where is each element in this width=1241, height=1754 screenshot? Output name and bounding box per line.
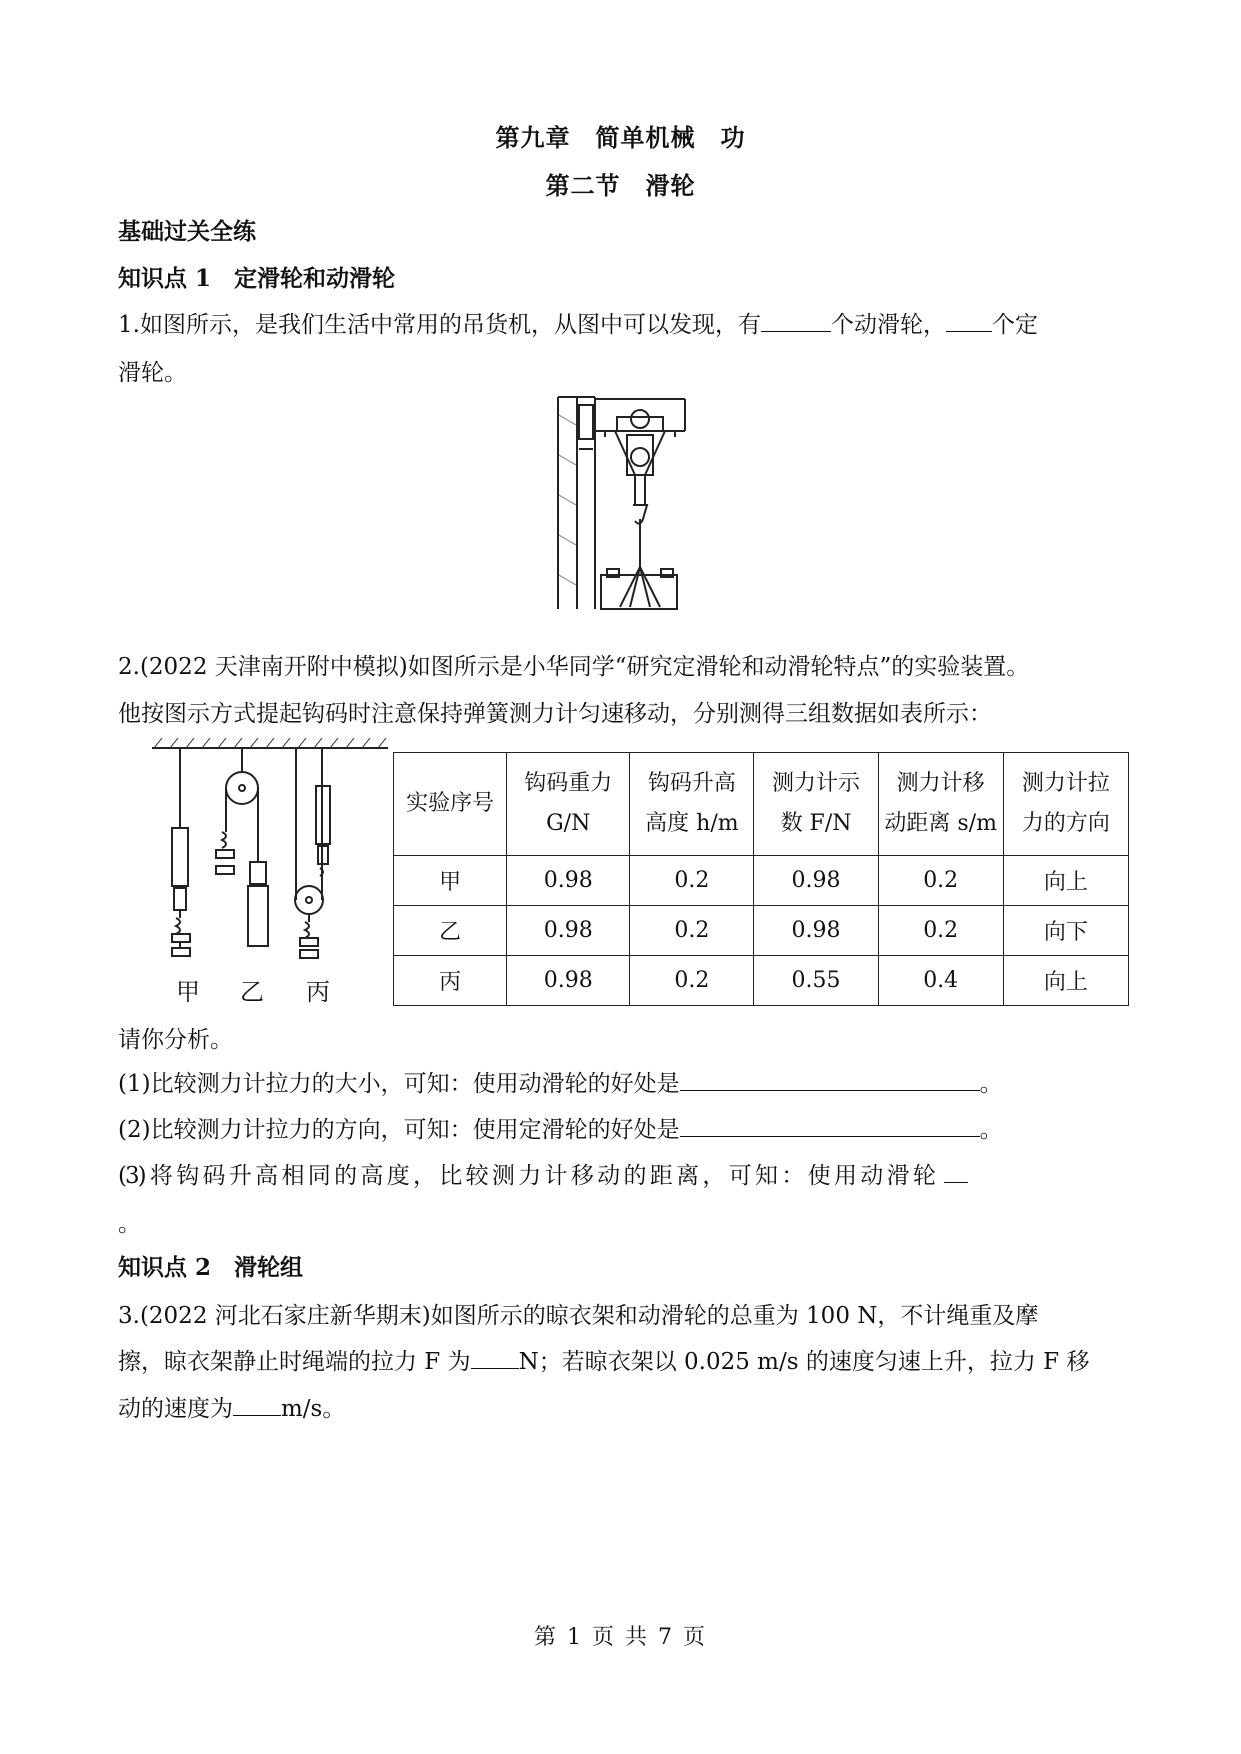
q1-text-b: 个动滑轮， — [830, 312, 946, 338]
header-text: 测力计拉 — [1021, 771, 1110, 796]
table-cell: 向下 — [1003, 906, 1128, 956]
q1-text-a: 1.如图所示，是我们生活中常用的吊货机，从图中可以发现，有 — [118, 312, 761, 338]
table-cell: 丙 — [394, 956, 507, 1006]
table-header-cell — [394, 753, 507, 856]
figure-label-yi: 乙 — [240, 978, 264, 1006]
table-header-cell — [630, 753, 754, 856]
q3-text-a: 擦，晾衣架静止时绳端的拉力 F 为 — [118, 1349, 471, 1375]
table-cell: 0.98 — [507, 906, 630, 956]
header-text: 钩码升高 — [647, 771, 736, 796]
table-header-cell — [754, 753, 878, 856]
section-title: 第二节 滑轮 — [545, 171, 696, 200]
table-header-cell — [507, 753, 630, 856]
experiment-data-table — [393, 752, 1129, 1006]
q1-text-c: 个定 — [991, 312, 1038, 338]
crane-hoist-figure — [555, 395, 687, 611]
sub2-answer-blank[interactable] — [680, 1114, 980, 1137]
question-2-sub-3-end: 。 — [118, 1211, 141, 1237]
table-cell: 0.98 — [507, 956, 630, 1006]
table-header-cell — [1003, 753, 1128, 856]
sub2-text: (2)比较测力计拉力的方向，可知：使用定滑轮的好处是 — [118, 1117, 680, 1143]
q3-text-c: 动的速度为 — [118, 1396, 233, 1422]
figure-label-bing: 丙 — [306, 978, 330, 1006]
table-row — [394, 956, 1129, 1006]
q3-text-d: m/s。 — [281, 1396, 346, 1422]
table-cell: 向上 — [1003, 856, 1128, 906]
figure-label-jia: 甲 — [176, 978, 200, 1006]
table-cell: 甲 — [394, 856, 507, 906]
table-cell: 向上 — [1003, 956, 1128, 1006]
table-cell: 乙 — [394, 906, 507, 956]
header-text: 实验序号 — [406, 791, 495, 816]
table-cell: 0.2 — [630, 956, 754, 1006]
sub1-text: (1)比较测力计拉力的大小，可知：使用动滑轮的好处是 — [118, 1071, 680, 1097]
sub1-end: 。 — [979, 1071, 1003, 1097]
knowledge-point-2-title: 知识点 2 滑轮组 — [118, 1254, 304, 1281]
table-cell: 0.55 — [754, 956, 878, 1006]
table-row — [394, 906, 1129, 956]
header-text: 钩码重力 — [524, 771, 613, 796]
table-cell: 0.2 — [630, 906, 754, 956]
sub3-answer-blank[interactable] — [944, 1160, 968, 1183]
header-text: 测力计移 — [896, 771, 985, 796]
header-text: 高度 h/m — [645, 811, 739, 836]
table-header-row — [394, 753, 1129, 856]
question-2-line-1: 2.(2022 天津南开附中模拟)如图所示是小华同学“研究定滑轮和动滑轮特点”的实验装置。 — [118, 654, 1030, 680]
sub3-text: (3) 将 钩 码 升 高 相 同 的 高 度 ， 比 较 测 力 计 移 动 的 距 离 ， 可 知 ： 使 用 动 滑 轮 — [118, 1163, 934, 1189]
table-cell: 0.4 — [878, 956, 1003, 1006]
question-3-line-3 — [118, 1393, 345, 1425]
header-text: 动距离 s/m — [884, 811, 997, 836]
table-cell: 0.98 — [507, 856, 630, 906]
header-text: 数 F/N — [780, 811, 852, 836]
q3-text-b: N；若晾衣架以 0.025 m/s 的速度匀速上升，拉力 F 移 — [518, 1349, 1090, 1375]
q1-blank-movable[interactable] — [761, 309, 831, 332]
sub2-end: 。 — [979, 1117, 1003, 1143]
question-2-sub-3 — [118, 1160, 968, 1192]
page-footer: 第 1 页 共 7 页 — [534, 1625, 707, 1650]
question-2-sub-1 — [118, 1068, 1003, 1100]
table-cell: 0.2 — [630, 856, 754, 906]
question-3-line-1: 3.(2022 河北石家庄新华期末)如图所示的晾衣架和动滑轮的总重为 100 N，不计绳重及摩 — [118, 1303, 1039, 1329]
q3-force-blank[interactable] — [471, 1346, 519, 1369]
question-2-line-2: 他按图示方式提起钩码时注意保持弹簧测力计匀速移动，分别测得三组数据如表所示： — [118, 701, 992, 727]
question-3-line-2 — [118, 1346, 1089, 1378]
analyze-prompt: 请你分析。 — [118, 1027, 233, 1053]
question-1-line-2: 滑轮。 — [118, 360, 187, 386]
header-text: G/N — [546, 811, 591, 836]
table-header-cell — [878, 753, 1003, 856]
table-row — [394, 856, 1129, 906]
q3-speed-blank[interactable] — [233, 1393, 281, 1416]
question-1-line-1 — [118, 309, 1038, 341]
table-cell: 0.98 — [754, 906, 878, 956]
table-cell: 0.2 — [878, 856, 1003, 906]
knowledge-point-1-title: 知识点 1 定滑轮和动滑轮 — [118, 265, 396, 292]
sub1-answer-blank[interactable] — [680, 1068, 980, 1091]
table-cell: 0.98 — [754, 856, 878, 906]
chapter-title: 第九章 简单机械 功 — [495, 123, 746, 152]
header-text: 测力计示 — [772, 771, 861, 796]
table-cell: 0.2 — [878, 906, 1003, 956]
q1-blank-fixed[interactable] — [946, 309, 992, 332]
header-text: 力的方向 — [1021, 811, 1110, 836]
part-title: 基础过关全练 — [118, 218, 256, 245]
question-2-sub-2 — [118, 1114, 1003, 1146]
pulley-experiment-figure — [150, 736, 390, 970]
